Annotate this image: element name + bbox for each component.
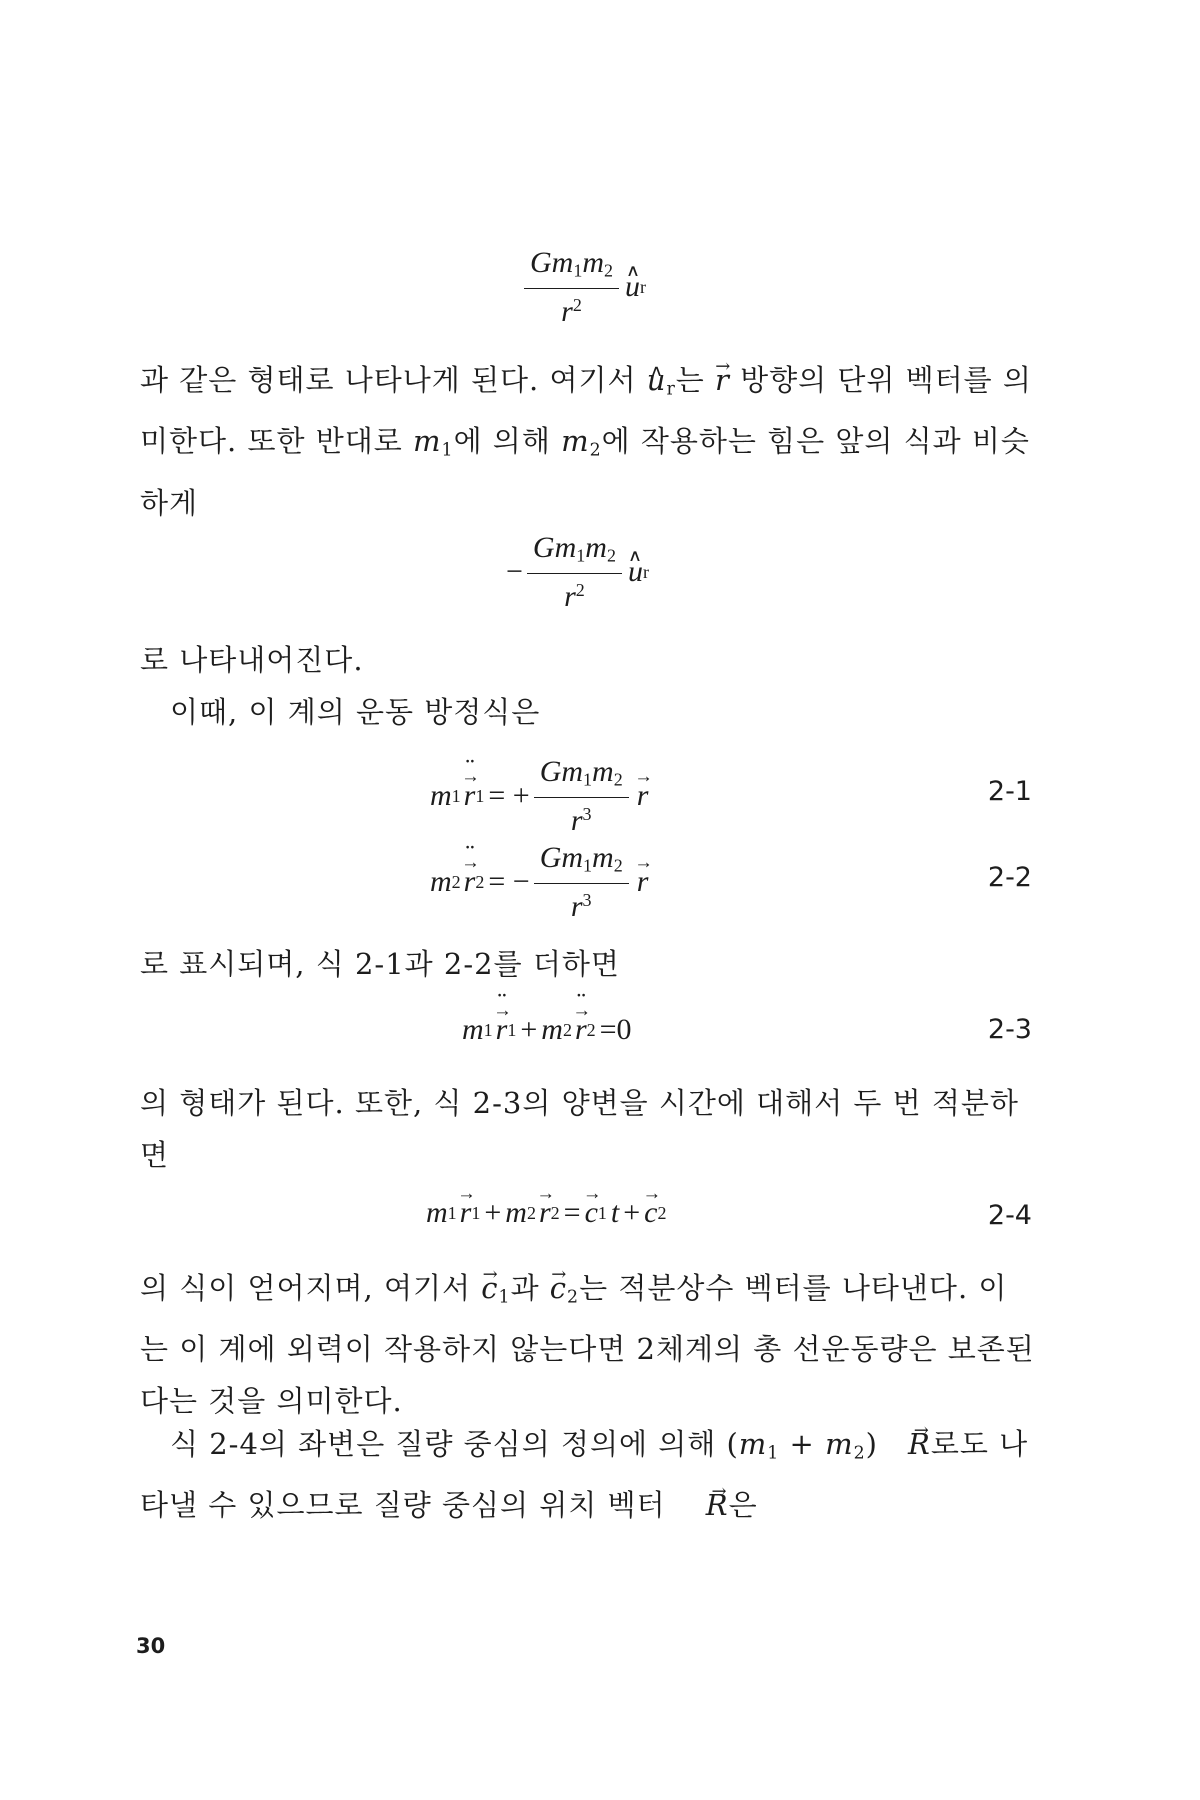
subscript: 2 [589,440,602,461]
text-run: 과 [510,1271,550,1305]
position-vector-inline: → r [715,354,730,406]
equation-number: 2-2 [987,862,1032,893]
subscript: 1 [441,440,454,461]
mass-2: m [430,865,452,899]
mass-2: m [505,1196,527,1229]
fraction-numerator: $Gm_1m_2$ [524,248,619,289]
page-number: 30 [136,1634,166,1658]
fraction-denominator: $r^3$ [570,889,592,923]
equals-minus: = − [488,865,530,899]
text-run: 는 적분상수 벡터를 나타낸다. 이는 이 계에 외력이 작용하지 않는다면 2체계의 총 선운동량은 보존된다는 것을 의미한다. [140,1271,1035,1419]
fraction-denominator: $r^2$ [561,294,582,328]
text-run: 로 표시되며, 식 2-1과 2-2를 더하면 [140,947,620,981]
mass-1: m [413,424,442,459]
unit-vector: ∧ u [628,555,643,589]
position-vector: → r [637,779,649,813]
constant-vector-1: → c [585,1196,598,1230]
paragraph-4 [140,938,1035,990]
unit-vector: ∧ u [625,270,640,304]
equation-2-2: m 2 → r ¨ 2 = − $\frac{Gm_1m_2}{r^3}$ → r [430,843,648,921]
mass-1: m [426,1196,448,1229]
acceleration-vector-1: → r ¨ [496,1013,508,1047]
fraction [534,757,629,835]
mass-2: m [561,424,590,459]
equation-number: 2-4 [987,1200,1032,1231]
minus-sign: − [506,555,523,589]
equation-number: 2-1 [987,776,1032,807]
position-vector-2: → r [539,1196,551,1230]
text-run: 의 형태가 된다. 또한, 식 2-3의 양변을 시간에 대해서 두 번 적분하면 [140,1086,1019,1172]
unit-vector-inline: ∧ u [647,354,667,406]
equation-2-4: m 1 → r 1 + m 2 → r 2 = → c 1 t + → c 2 [426,1196,666,1230]
position-vector-1: → r [460,1196,472,1230]
unit-vector-subscript: r [640,276,647,297]
text-run: 식 2-4의 좌변은 질량 중심의 정의에 의해 ( [170,1427,739,1461]
fraction-numerator: $Gm_1m_2$ [534,843,629,884]
fraction-numerator: $Gm_1m_2$ [527,533,622,574]
constant-vector-1: → c [481,1262,498,1314]
equals-plus: = + [488,779,530,813]
acceleration-vector-2: → r ¨ [575,1013,587,1047]
fraction-denominator: $r^2$ [564,579,585,613]
equation-number: 2-3 [987,1014,1032,1045]
force-equation-2 [506,533,649,611]
text-run: 방향의 단위 벡터를 의미한다. 또한 반대로 [140,363,1032,459]
text-run: 의 식이 얻어지며, 여기서 [140,1271,482,1305]
paragraph-1 [140,354,1035,529]
fraction-denominator: $r^3$ [570,803,592,837]
subscript: r [666,379,676,400]
paragraph-7: 식 2-4의 좌변은 질량 중심의 정의에 의해 $(m_1 + m_2)\to R$로도 나타낼 수 있으므로 질량 중심의 위치 벡터 → R은 [140,1418,1035,1531]
paragraph-5 [140,1077,1035,1181]
text-run: 은 [728,1488,758,1523]
fraction [534,843,629,921]
fraction [524,248,619,326]
text-run: ) [865,1427,878,1461]
mass-2: m [825,1427,854,1461]
text-run: 는 [675,363,715,397]
constant-vector-2: → c [644,1196,657,1230]
unit-vector-subscript: r [642,561,649,582]
text-run: 에 의해 [453,424,562,459]
force-equation-1 [520,248,646,326]
paragraph-2 [140,634,1035,686]
text-run: 이때, 이 계의 운동 방정식은 [170,695,541,729]
acceleration-vector-1: → r ¨ [464,779,476,813]
mass-1: m [738,1427,768,1461]
center-of-mass-vector: → R [878,1418,931,1470]
equation-2-3: m 1 → r ¨ 1 + m 2 → r ¨ 2 =0 [462,1013,632,1047]
text-run: 에 작용하는 힘은 앞의 식과 비슷하게 [140,424,1030,520]
equation-2-1: m 1 → r ¨ 1 = + $\frac{Gm_1m_2}{r^3}$ → r [430,757,648,835]
fraction [527,533,622,611]
acceleration-vector-2: → r ¨ [464,865,476,899]
mass-1: m [430,779,452,813]
text-run: 로 나타내어진다. [140,643,364,677]
text-run: 로도 나타낼 수 있으므로 질량 중심의 위치 벡터 [140,1427,1029,1523]
mass-1: m [462,1013,484,1046]
constant-vector-2: → c [550,1262,567,1314]
position-vector: → r [637,865,649,899]
paragraph-6: 의 식이 얻어지며, 여기서 → $c_1$과 → $c_2$는 적분상수 벡터를 나타낸다. 이는 이 계에 외력이 작용하지 않는다면 2체계의 총 선운동량은 보존된다는 것을 의미한다. [140,1262,1035,1427]
text-run: 과 같은 형태로 나타나게 된다. 여기서 [140,363,647,397]
center-of-mass-vector: → R [676,1479,729,1531]
paragraph-3 [140,686,1035,738]
mass-2: m [541,1013,563,1046]
fraction-numerator: $Gm_1m_2$ [534,757,629,798]
